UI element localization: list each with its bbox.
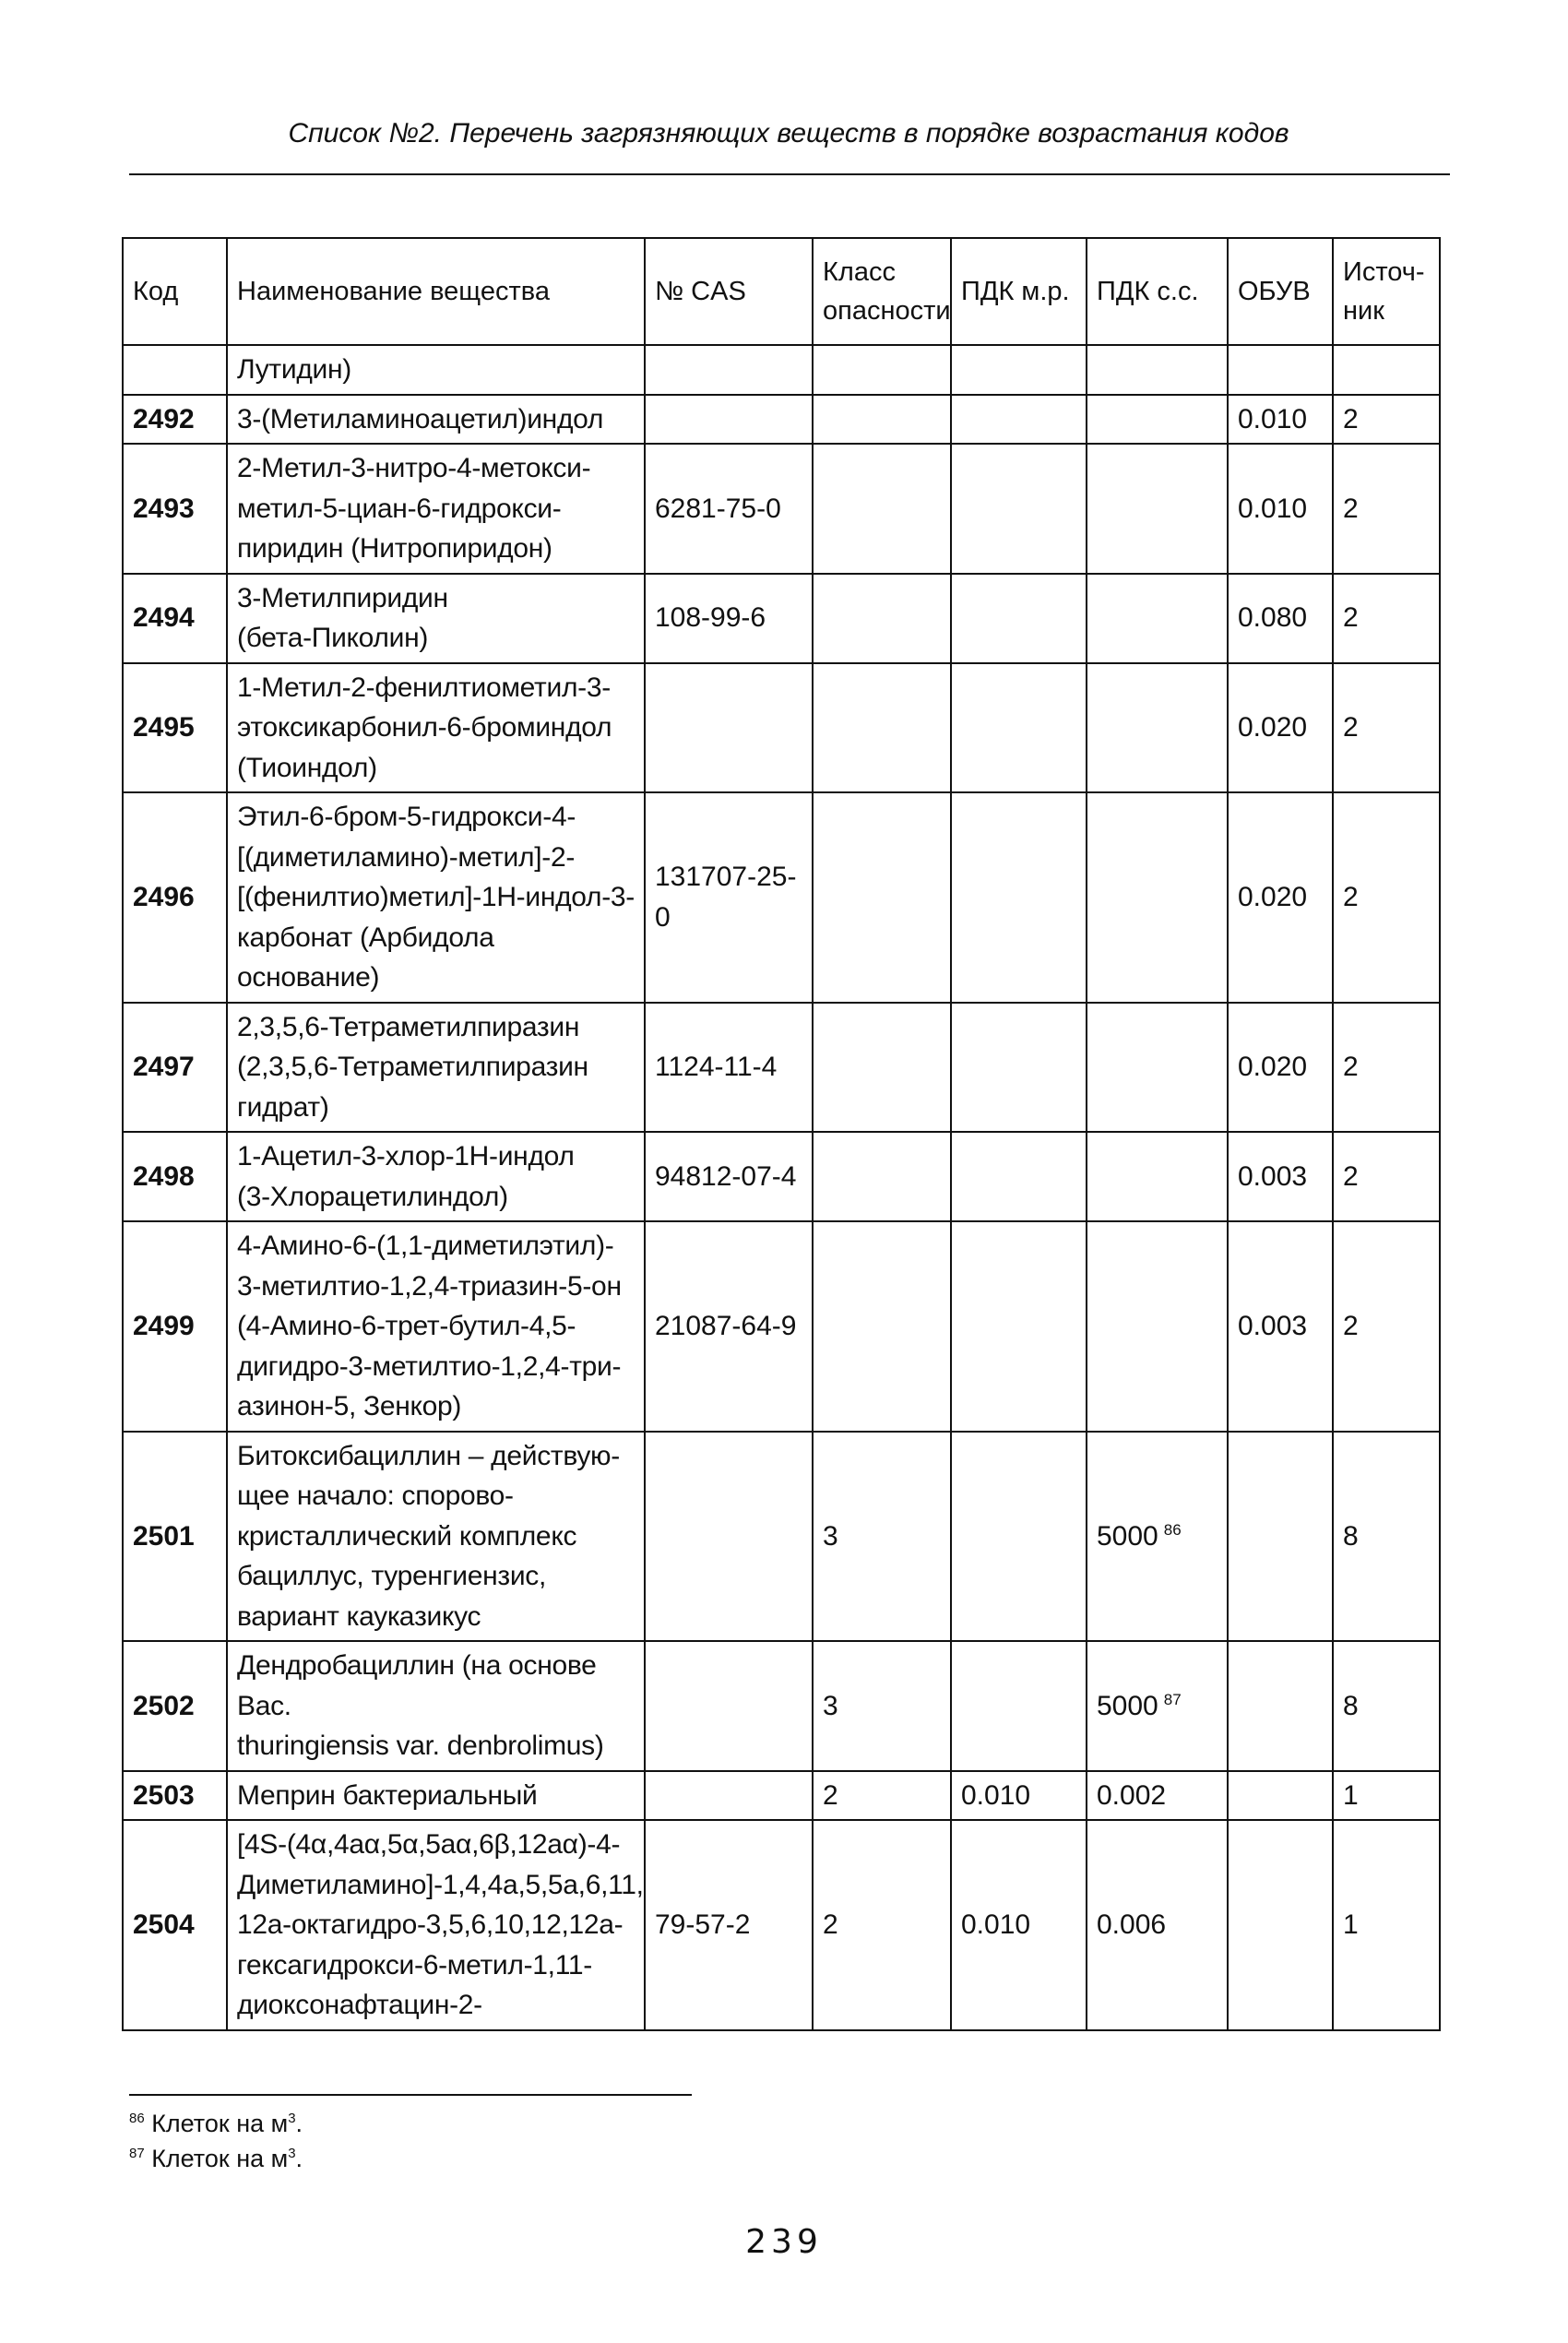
cell-pdk-mr [951,1003,1087,1133]
cell-obuv [1228,1132,1333,1221]
cell-obuv-text: 0.003 [1238,1311,1308,1341]
cell-pdk-ss [1087,792,1228,1003]
cell-code-text: 2504 [133,1909,195,1940]
cell-obuv-text: 0.020 [1238,882,1308,912]
footnote-end: . [295,2145,303,2172]
cell-source [1333,1221,1440,1432]
cell-code-text: 2497 [133,1052,195,1082]
cell-obuv [1228,345,1333,395]
cell-code [123,792,227,1003]
cell-name-text: [4S-(4α,4aα,5α,5aα,6β,12aα)-4- Диметиламино]-1,4,4a,5,5a,6,11, 12a-октагидро-3,5,6,10,12,12a- гексагидрокси-6-метил-1,11- диоксонафтацин-2- [237,1829,644,2020]
cell-code [123,1003,227,1133]
cell-name [227,1820,645,2030]
cell-source-text: 2 [1343,1160,1359,1192]
running-header: Список №2. Перечень загрязняющих веществ в порядке возрастания кодов [288,118,1289,149]
cell-pdk-ss [1087,1003,1228,1133]
cell-code [123,1432,227,1642]
cell-code-text: 2495 [133,712,195,743]
cell-cas [645,444,813,574]
cell-cas [645,1820,813,2030]
table-row [123,1641,1440,1771]
footnote-mark: 87 [129,2146,145,2161]
table-header-row [123,238,1440,345]
cell-hazard [813,1641,951,1771]
cell-pdk-ss [1087,444,1228,574]
cell-name-text: Дендробациллин (на основе Bac. thuringiensis var. denbrolimus) [237,1650,604,1761]
cell-code [123,574,227,663]
table-row [123,395,1440,445]
cell-name-text: 2,3,5,6-Тетраметилпиразин (2,3,5,6-Тетраметилпиразин гидрат) [237,1011,588,1123]
cell-code [123,1221,227,1432]
table-row [123,1221,1440,1432]
cell-source-text: 2 [1343,602,1359,634]
cell-name [227,345,645,395]
cell-obuv [1228,1641,1333,1771]
cell-name-text: 3-(Метиламиноацетил)индол [237,403,604,434]
cell-code-text: 2496 [133,882,195,912]
col-header-name: Наименование вещества [227,238,645,345]
cell-source [1333,574,1440,663]
cell-cas [645,1221,813,1432]
cell-code [123,1132,227,1221]
cell-pdk-mr [951,1641,1087,1771]
substances-table [122,237,1441,2031]
cell-pdk-mr [951,574,1087,663]
cell-source [1333,1641,1440,1771]
cell-pdk-mr [951,395,1087,445]
cell-cas [645,1132,813,1221]
cell-obuv [1228,395,1333,445]
cell-name-text: Лутидин) [237,354,351,385]
footnote-ref: 87 [1163,1690,1182,1708]
cell-code-text: 2492 [133,403,195,434]
cell-source [1333,444,1440,574]
footnote-power: 3 [288,2111,296,2126]
cell-source-text: 1 [1343,1909,1359,1940]
cell-pdk-mr [951,1432,1087,1642]
table-row [123,345,1440,395]
cell-pdk-mr-text: 0.010 [961,1779,1031,1811]
cell-hazard [813,1820,951,2030]
cell-hazard-text: 2 [823,1909,838,1940]
cell-pdk-ss-text: 0.002 [1097,1779,1167,1811]
cell-hazard-text: 3 [823,1690,838,1721]
cell-source [1333,395,1440,445]
col-header-pdk-mr: ПДК м.р. [951,238,1087,345]
cell-source [1333,663,1440,793]
cell-source-text: 8 [1343,1520,1359,1552]
cell-obuv-text: 0.020 [1238,1052,1308,1082]
footnote-87 [129,2145,303,2173]
cell-name [227,1432,645,1642]
cell-code [123,444,227,574]
cell-obuv [1228,1820,1333,2030]
cell-pdk-mr [951,1221,1087,1432]
cell-source [1333,1432,1440,1642]
cell-cas [645,345,813,395]
col-header-cas: № CAS [645,238,813,345]
cell-code-text: 2501 [133,1520,195,1552]
cell-hazard [813,663,951,793]
cell-cas [645,395,813,445]
cell-name [227,1641,645,1771]
cell-pdk-ss [1087,1132,1228,1221]
cell-obuv-text: 0.010 [1238,493,1308,524]
cell-code [123,663,227,793]
col-header-pdk-ss: ПДК с.с. [1087,238,1228,345]
cell-name-text: 3-Метилпиридин (бета-Пиколин) [237,582,448,653]
cell-name [227,792,645,1003]
cell-hazard [813,574,951,663]
header-rule [129,173,1450,175]
cell-hazard [813,444,951,574]
cell-source-text: 2 [1343,493,1359,524]
cell-obuv-text: 0.003 [1238,1160,1308,1192]
cell-name [227,1771,645,1821]
cell-pdk-mr [951,345,1087,395]
cell-pdk-ss [1087,1432,1228,1642]
table-row [123,574,1440,663]
cell-code-text: 2502 [133,1690,195,1721]
table-row [123,1771,1440,1821]
cell-pdk-ss [1087,663,1228,793]
cell-pdk-mr [951,1820,1087,2030]
cell-obuv-text: 0.010 [1238,403,1308,434]
cell-obuv [1228,792,1333,1003]
footnote-power: 3 [288,2146,296,2161]
footnote-ref: 86 [1163,1520,1182,1539]
cell-code-text: 2498 [133,1160,195,1192]
cell-source-text: 2 [1343,712,1359,743]
cell-pdk-ss-text: 0.006 [1097,1909,1167,1940]
cell-hazard [813,345,951,395]
table-row [123,1432,1440,1642]
cell-source-text: 2 [1343,1311,1359,1341]
cell-code-text: 2493 [133,493,195,524]
footnote-86 [129,2110,303,2138]
cell-source-text: 2 [1343,1052,1359,1082]
cell-pdk-ss [1087,574,1228,663]
table-row [123,1820,1440,2030]
cell-source [1333,792,1440,1003]
cell-code-text: 2503 [133,1779,195,1811]
cell-pdk-ss [1087,1641,1228,1771]
cell-pdk-ss [1087,1221,1228,1432]
col-header-hazard: Класс опасности [813,238,951,345]
cell-code [123,1820,227,2030]
table-row [123,1003,1440,1133]
footnote-text: Клеток на м [151,2110,289,2137]
cell-code [123,1641,227,1771]
cell-name-text: Битоксибациллин – действую- щее начало: спорово- кристаллический комплекс бациллус, туренгиензис, вариант каукaзикус [237,1440,620,1632]
cell-cas [645,1432,813,1642]
cell-source-text: 8 [1343,1690,1359,1721]
cell-code [123,395,227,445]
cell-pdk-ss-text: 5000 [1097,1690,1158,1721]
cell-hazard [813,1432,951,1642]
cell-hazard [813,395,951,445]
cell-hazard [813,1221,951,1432]
cell-name-text: 2-Метил-3-нитро-4-метокси- метил-5-циан-6-гидрокси- пиридин (Нитропиридон) [237,453,591,564]
cell-pdk-ss-text: 5000 [1097,1520,1158,1552]
cell-cas [645,1641,813,1771]
cell-obuv [1228,574,1333,663]
cell-pdk-mr [951,1132,1087,1221]
cell-code-text: 2499 [133,1311,195,1341]
cell-hazard-text: 2 [823,1779,838,1811]
cell-obuv [1228,1771,1333,1821]
cell-cas [645,574,813,663]
cell-hazard [813,792,951,1003]
cell-name-text: 1-Метил-2-фенилтиометил-3- этоксикарбонил-6-броминдол (Тиоиндол) [237,672,612,783]
cell-obuv-text: 0.080 [1238,602,1308,634]
cell-name [227,663,645,793]
cell-pdk-ss [1087,395,1228,445]
table-row [123,663,1440,793]
cell-source [1333,1771,1440,1821]
table-row [123,444,1440,574]
cell-source [1333,345,1440,395]
cell-name [227,574,645,663]
cell-name [227,1003,645,1133]
cell-name [227,1132,645,1221]
cell-name [227,1221,645,1432]
cell-source-text: 2 [1343,882,1359,912]
cell-code [123,1771,227,1821]
cell-pdk-ss [1087,1771,1228,1821]
cell-name-text: Этил-6-бром-5-гидрокси-4- [(диметиламино)-метил]-2- [(фенилтио)метил]-1Н-индол-3- карбонат (Арбидола основание) [237,802,636,993]
col-header-obuv: ОБУВ [1228,238,1333,345]
cell-pdk-ss [1087,345,1228,395]
cell-source-text: 2 [1343,403,1359,434]
col-header-source: Источ-ник [1333,238,1440,345]
col-header-code: Код [123,238,227,345]
cell-pdk-mr [951,1771,1087,1821]
cell-hazard [813,1003,951,1133]
cell-cas-text: 108-99-6 [655,602,766,634]
cell-pdk-mr-text: 0.010 [961,1909,1031,1940]
cell-pdk-mr [951,444,1087,574]
cell-code-text: 2494 [133,602,195,634]
table-row [123,792,1440,1003]
cell-name [227,395,645,445]
cell-cas [645,663,813,793]
table-row [123,1132,1440,1221]
cell-name [227,444,645,574]
cell-obuv [1228,1432,1333,1642]
cell-hazard-text: 3 [823,1520,838,1552]
cell-pdk-mr [951,663,1087,793]
cell-obuv [1228,444,1333,574]
cell-obuv [1228,1003,1333,1133]
cell-cas [645,792,813,1003]
cell-source [1333,1820,1440,2030]
cell-cas [645,1003,813,1133]
cell-name-text: Меприн бактериальный [237,1779,538,1811]
footnote-text: Клеток на м [151,2145,289,2172]
cell-cas-text: 1124-11-4 [655,1052,778,1082]
cell-cas-text: 94812-07-4 [655,1160,797,1192]
cell-cas-text: 79-57-2 [655,1909,751,1940]
cell-cas [645,1771,813,1821]
cell-obuv [1228,663,1333,793]
cell-pdk-ss [1087,1820,1228,2030]
cell-name-text: 4-Амино-6-(1,1-диметилэтил)- 3-метилтио-1,2,4-триазин-5-он (4-Амино-6-трет-бутил-4,5- дигидро-3-метилтио-1,2,4-три- азинон-5, Зенкор) [237,1231,622,1421]
footnote-rule [129,2094,692,2096]
cell-name-text: 1-Ацетил-3-хлор-1Н-индол (3-Хлорацетилиндол) [237,1141,575,1212]
cell-obuv-text: 0.020 [1238,712,1308,743]
cell-source [1333,1132,1440,1221]
cell-source-text: 1 [1343,1779,1359,1811]
page-number: 239 [745,2223,823,2261]
footnote-end: . [295,2110,303,2137]
cell-code [123,345,227,395]
cell-source [1333,1003,1440,1133]
cell-cas-text: 131707-25-0 [655,862,797,933]
cell-obuv [1228,1221,1333,1432]
cell-hazard [813,1771,951,1821]
cell-hazard [813,1132,951,1221]
cell-cas-text: 6281-75-0 [655,493,781,524]
footnote-mark: 86 [129,2111,145,2126]
cell-cas-text: 21087-64-9 [655,1311,797,1341]
cell-pdk-mr [951,792,1087,1003]
